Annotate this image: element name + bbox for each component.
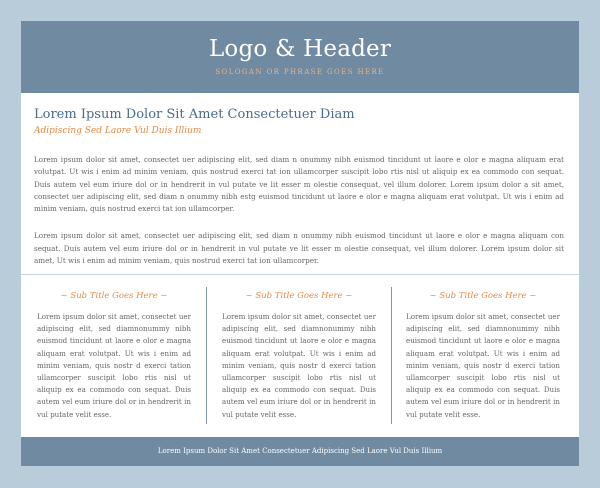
column-subtitle: ~ Sub Title Goes Here ~ xyxy=(245,291,353,301)
article-subtitle: Adipiscing Sed Laore Vul Duis Illium xyxy=(34,126,202,136)
three-column-section xyxy=(21,287,579,435)
section-divider xyxy=(21,274,579,275)
column-subtitle: ~ Sub Title Goes Here ~ xyxy=(60,291,168,301)
main-article xyxy=(34,107,564,267)
footer-bar xyxy=(21,437,579,466)
column-3 xyxy=(406,287,560,421)
article-title: Lorem Ipsum Dolor Sit Amet Consectetuer Diam xyxy=(34,107,355,122)
column-divider xyxy=(391,287,392,424)
logo-title: Logo & Header xyxy=(208,36,392,62)
column-text: Lorem ipsum dolor sit amet, consectet uer adipiscing elit, sed diamnonummy nibh euismod tincidunt ut laore e olor e magna aliquam erat volutpat. Ut wis i enim ad minim veniam, quis nostr d exerci tation ullamcorper suscipit lobo rtis nisl ut aliquip ex ea commodo con sequat. Duis autem vel eum iriure dol or in hendrerit in vul putate velit esse. xyxy=(37,312,191,419)
column-2 xyxy=(222,287,376,421)
column-subtitle: ~ Sub Title Goes Here ~ xyxy=(429,291,537,301)
column-1 xyxy=(37,287,191,421)
newsletter-frame xyxy=(21,21,579,466)
column-text: Lorem ipsum dolor sit amet, consectet uer adipiscing elit, sed diamnonummy nibh euismod tincidunt ut laore e olor e magna aliquam erat volutpat. Ut wis i enim ad minim veniam, quis nostr d exerci tation ullamcorper suscipit lobo rtis nisl ut aliquip ex ea commodo con sequat. Duis autem vel eum iriure dol or in hendrerit in vul putate velit esse. xyxy=(406,312,560,419)
tagline: SOLOGAN OR PHRASE GOES HERE xyxy=(215,68,385,76)
article-paragraph: Lorem ipsum dolor sit amet, consectet uer adipiscing elit, sed diam n onummy nibh euismod tincidunt ut laore e olor e magna aliquam con sequat. Duis autem vel eum iriure dol or in hendrerit in vul putate ve lit esser m olestie consequat, vel illum dolorer. Lorem ipsum dolor sit amet, Ut wis i enim ad minim veniam, quis nostrud exerci tat ion ullamcorper. xyxy=(34,231,564,266)
column-text: Lorem ipsum dolor sit amet, consectet uer adipiscing elit, sed diamnonummy nibh euismod tincidunt ut laore e olor e magna aliquam erat volutpat. Ut wis i enim ad minim veniam, quis nostr d exerci tation ullamcorper suscipit lobo rtis nisl ut aliquip ex ea commodo con sequat. Duis autem vel eum iriure dol or in hendrerit in vul putate velit esse. xyxy=(222,312,376,419)
column-divider xyxy=(206,287,207,424)
header-banner xyxy=(21,21,579,93)
footer-text: Lorem Ipsum Dolor Sit Amet Consectetuer Adipiscing Sed Laore Vul Duis Illium xyxy=(157,447,443,455)
article-paragraph: Lorem ipsum dolor sit amet, consectet uer adipiscing elit, sed diam n onummy nibh euismod tincidunt ut laore e olor e magna aliquam erat volutpat. Ut wis i enim ad minim veniam, quis nostrud exerci tat ion ullamcorper suscipit lobo rtis nisl ut aliquip ex ea commodo con sequat. Duis autem vel eum iriure dol or in hendrerit in vul putate ve lit esser m olestie consequat, vel illum dolorer. Lorem ipsum dolor a sit amet, consectet uer adipiscing elit, sed diam n onummy nibh estg euismod tincidunt ut laore e olor e magna aliquam erat volutpat. Ut wis i enim ad minim veniam, quis nostrud exerci tat ion ullamcorper. xyxy=(34,155,564,214)
